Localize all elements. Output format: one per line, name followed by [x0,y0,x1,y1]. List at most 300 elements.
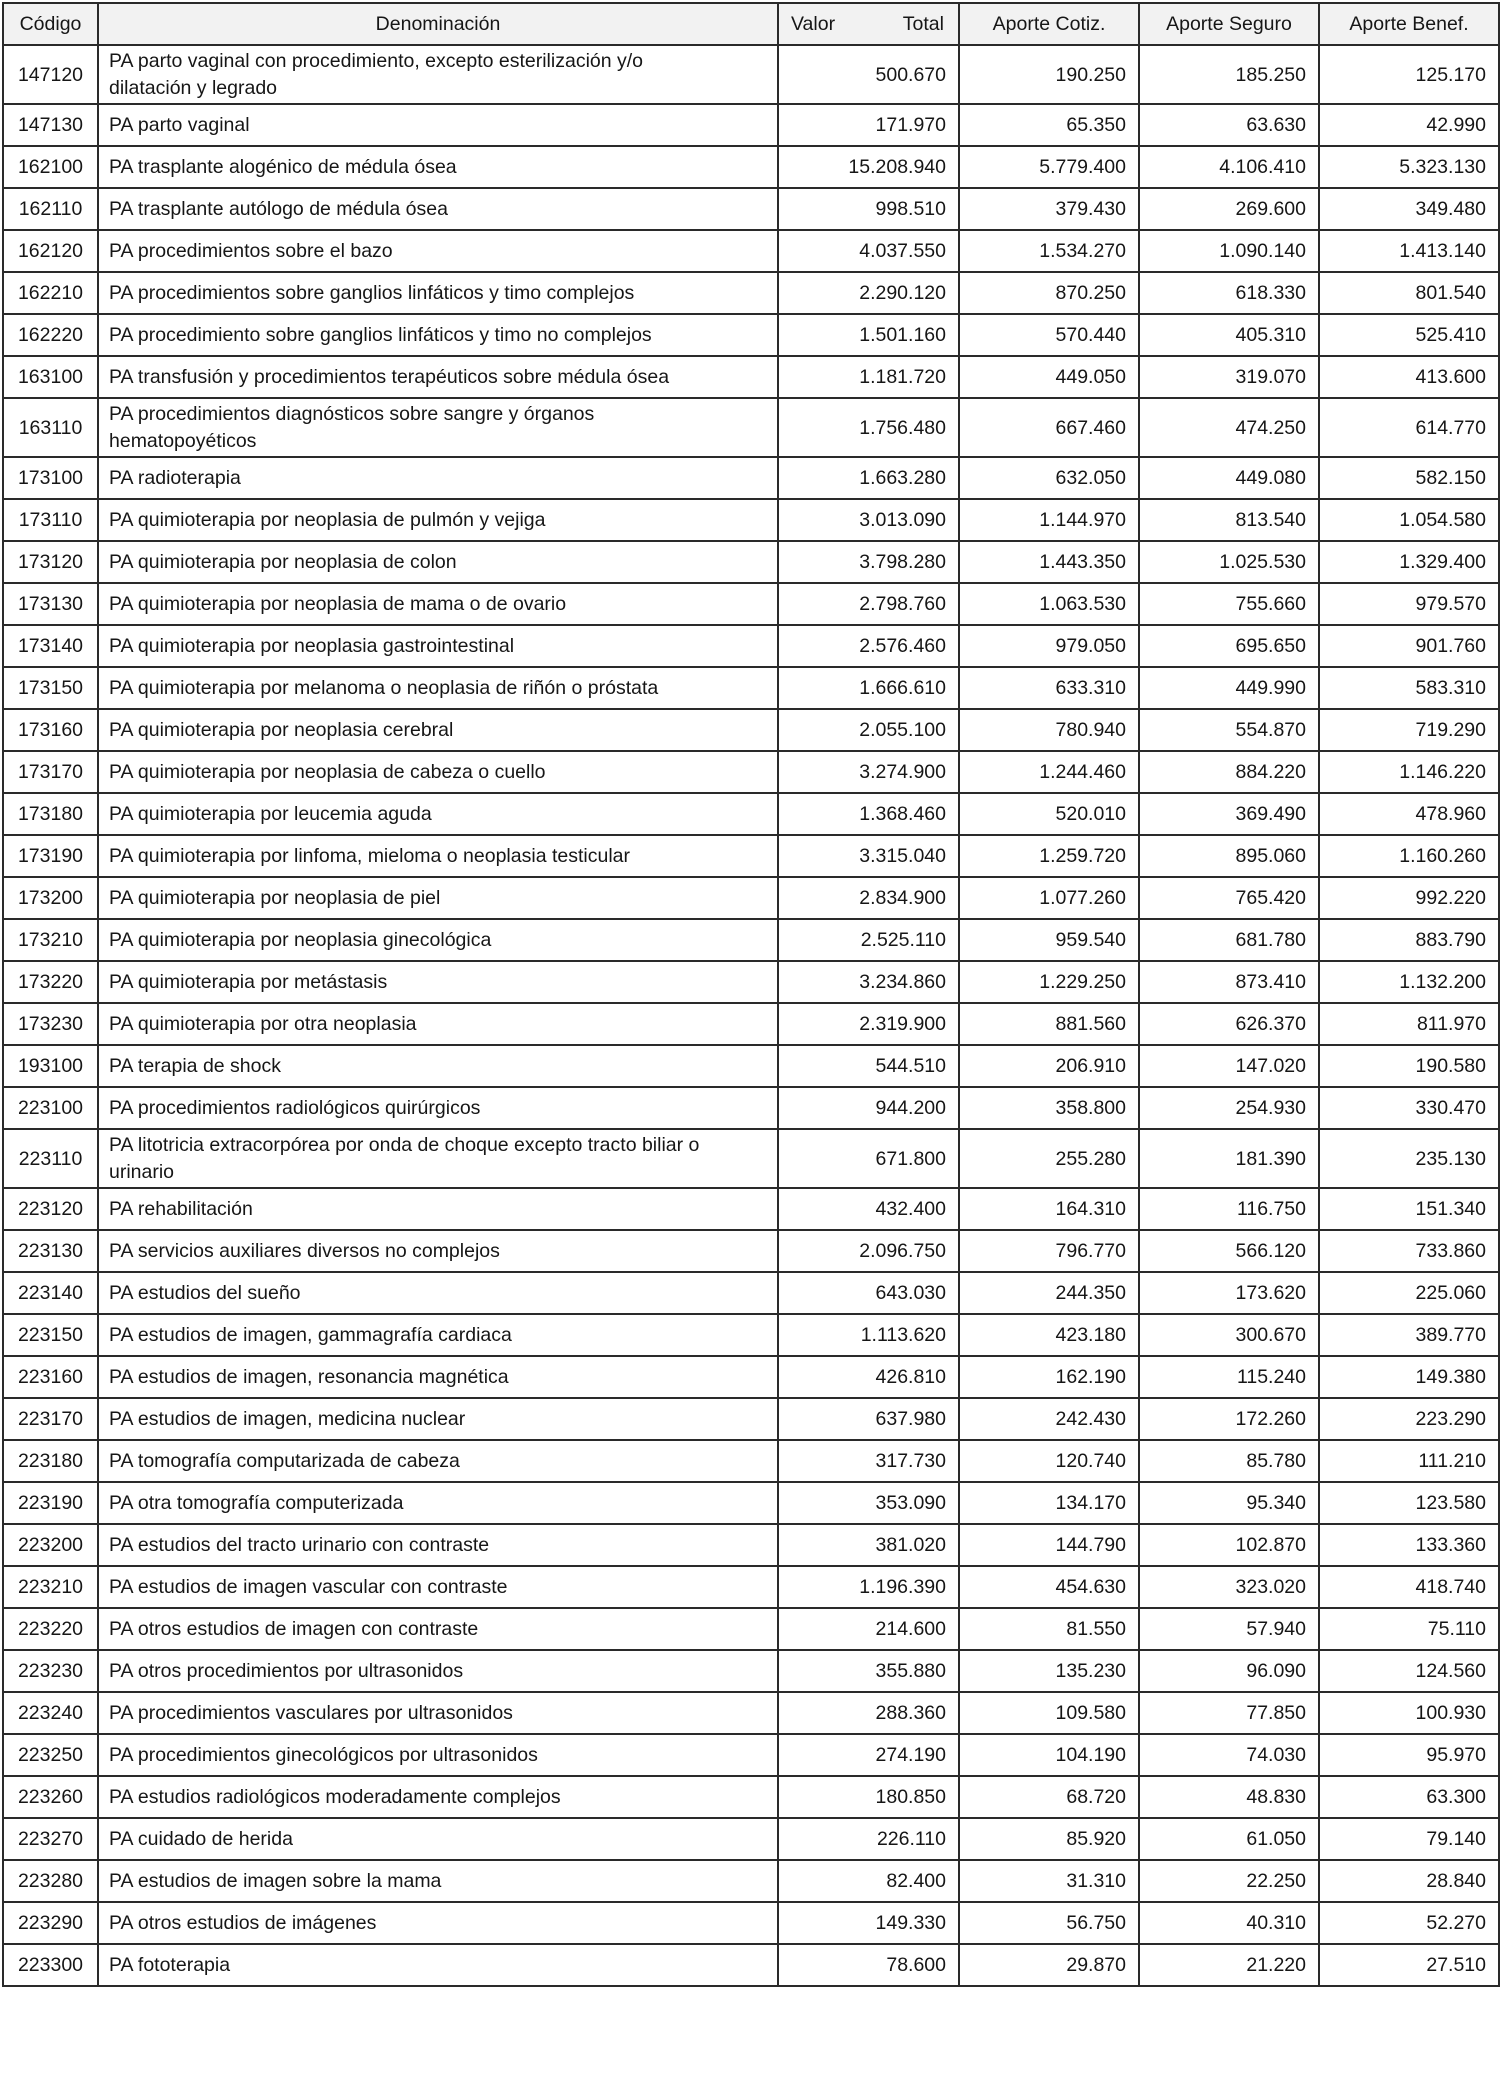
cell-benef: 27.510 [1319,1944,1499,1986]
table-row [3,1398,1499,1440]
table-row [3,356,1499,398]
cell-benef: 811.970 [1319,1003,1499,1045]
cell-name: PA procedimientos sobre el bazo [98,230,778,272]
cell-cotiz: 520.010 [959,793,1139,835]
cell-benef: 75.110 [1319,1608,1499,1650]
cell-benef: 330.470 [1319,1087,1499,1129]
cell-benef: 1.054.580 [1319,499,1499,541]
cell-benef: 149.380 [1319,1356,1499,1398]
table-row [3,45,1499,104]
cell-cotiz: 959.540 [959,919,1139,961]
cell-cotiz: 1.144.970 [959,499,1139,541]
cell-name: PA procedimiento sobre ganglios linfáticos y timo no complejos [98,314,778,356]
cell-total: 426.810 [778,1356,959,1398]
table-row [3,230,1499,272]
table-row [3,919,1499,961]
cell-seguro: 474.250 [1139,398,1319,457]
cell-total: 180.850 [778,1776,959,1818]
cell-code: 223240 [3,1692,98,1734]
cell-benef: 28.840 [1319,1860,1499,1902]
cell-code: 173210 [3,919,98,961]
table-row [3,835,1499,877]
cell-benef: 478.960 [1319,793,1499,835]
table-row [3,1818,1499,1860]
cell-name: PA procedimientos vasculares por ultrasonidos [98,1692,778,1734]
cell-benef: 525.410 [1319,314,1499,356]
cell-name: PA quimioterapia por neoplasia de colon [98,541,778,583]
cell-total: 432.400 [778,1188,959,1230]
cell-benef: 1.132.200 [1319,961,1499,1003]
table-row [3,709,1499,751]
header-total-part1: Valor [791,13,836,35]
cell-benef: 63.300 [1319,1776,1499,1818]
cell-benef: 992.220 [1319,877,1499,919]
table-row [3,751,1499,793]
cell-name: PA quimioterapia por neoplasia de piel [98,877,778,919]
cell-seguro: 147.020 [1139,1045,1319,1087]
cell-total: 671.800 [778,1129,959,1188]
header-row [3,3,1499,45]
cell-seguro: 95.340 [1139,1482,1319,1524]
cell-total: 3.013.090 [778,499,959,541]
cell-total: 1.666.610 [778,667,959,709]
cell-total: 2.055.100 [778,709,959,751]
cell-name: PA estudios radiológicos moderadamente complejos [98,1776,778,1818]
cell-name: PA estudios del sueño [98,1272,778,1314]
cell-code: 173220 [3,961,98,1003]
cell-name: PA quimioterapia por neoplasia de mama o de ovario [98,583,778,625]
cell-seguro: 813.540 [1139,499,1319,541]
cell-name: PA parto vaginal con procedimiento, excepto esterilización y/o dilatación y legrado [98,45,778,104]
cell-name: PA estudios de imagen sobre la mama [98,1860,778,1902]
cell-code: 173180 [3,793,98,835]
cell-seguro: 181.390 [1139,1129,1319,1188]
cell-code: 163100 [3,356,98,398]
cell-code: 223210 [3,1566,98,1608]
cell-seguro: 57.940 [1139,1608,1319,1650]
cell-cotiz: 68.720 [959,1776,1139,1818]
cell-total: 3.274.900 [778,751,959,793]
table-row [3,1314,1499,1356]
cell-benef: 1.413.140 [1319,230,1499,272]
cell-seguro: 323.020 [1139,1566,1319,1608]
table-row [3,877,1499,919]
table-row [3,1524,1499,1566]
table-row [3,457,1499,499]
cell-cotiz: 1.077.260 [959,877,1139,919]
cell-total: 998.510 [778,188,959,230]
header-seguro: Aporte Seguro [1139,3,1319,45]
cell-cotiz: 190.250 [959,45,1139,104]
cell-name: PA estudios de imagen, medicina nuclear [98,1398,778,1440]
cell-seguro: 449.990 [1139,667,1319,709]
cell-total: 3.234.860 [778,961,959,1003]
cell-code: 223190 [3,1482,98,1524]
table-row [3,1230,1499,1272]
cell-code: 223130 [3,1230,98,1272]
cell-cotiz: 120.740 [959,1440,1139,1482]
header-total [778,3,959,45]
table-row [3,1482,1499,1524]
cell-seguro: 884.220 [1139,751,1319,793]
cell-name: PA servicios auxiliares diversos no complejos [98,1230,778,1272]
cell-total: 1.196.390 [778,1566,959,1608]
cell-name: PA otros estudios de imágenes [98,1902,778,1944]
header-name: Denominación [98,3,778,45]
cell-cotiz: 454.630 [959,1566,1139,1608]
cell-code: 162210 [3,272,98,314]
cell-seguro: 554.870 [1139,709,1319,751]
cell-name: PA litotricia extracorpórea por onda de choque excepto tracto biliar o urinario [98,1129,778,1188]
cell-seguro: 48.830 [1139,1776,1319,1818]
cell-benef: 801.540 [1319,272,1499,314]
cell-cotiz: 633.310 [959,667,1139,709]
cell-benef: 133.360 [1319,1524,1499,1566]
cell-name: PA quimioterapia por neoplasia cerebral [98,709,778,751]
cell-name: PA quimioterapia por neoplasia de pulmón y vejiga [98,499,778,541]
table-row [3,1944,1499,1986]
cell-name: PA quimioterapia por neoplasia ginecológica [98,919,778,961]
cell-code: 223260 [3,1776,98,1818]
cell-total: 15.208.940 [778,146,959,188]
cell-code: 173110 [3,499,98,541]
cell-total: 274.190 [778,1734,959,1776]
table-row [3,541,1499,583]
cell-name: PA otros estudios de imagen con contraste [98,1608,778,1650]
cell-cotiz: 104.190 [959,1734,1139,1776]
cell-total: 1.501.160 [778,314,959,356]
cell-cotiz: 31.310 [959,1860,1139,1902]
cell-cotiz: 56.750 [959,1902,1139,1944]
cell-code: 173150 [3,667,98,709]
cell-cotiz: 144.790 [959,1524,1139,1566]
cell-seguro: 102.870 [1139,1524,1319,1566]
cell-code: 223100 [3,1087,98,1129]
cell-total: 2.319.900 [778,1003,959,1045]
cell-cotiz: 570.440 [959,314,1139,356]
cell-cotiz: 162.190 [959,1356,1139,1398]
table-row [3,1650,1499,1692]
cell-total: 2.576.460 [778,625,959,667]
table-row [3,146,1499,188]
cell-seguro: 300.670 [1139,1314,1319,1356]
cell-benef: 52.270 [1319,1902,1499,1944]
cell-seguro: 695.650 [1139,625,1319,667]
cell-cotiz: 1.063.530 [959,583,1139,625]
cell-name: PA procedimientos diagnósticos sobre sangre y órganos hematopoyéticos [98,398,778,457]
table-row [3,1734,1499,1776]
cell-code: 147120 [3,45,98,104]
cell-benef: 413.600 [1319,356,1499,398]
cell-cotiz: 632.050 [959,457,1139,499]
cell-name: PA quimioterapia por neoplasia de cabeza o cuello [98,751,778,793]
cell-total: 2.290.120 [778,272,959,314]
cell-cotiz: 29.870 [959,1944,1139,1986]
cell-total: 1.756.480 [778,398,959,457]
cell-total: 500.670 [778,45,959,104]
cell-benef: 389.770 [1319,1314,1499,1356]
table-row [3,793,1499,835]
cell-seguro: 618.330 [1139,272,1319,314]
cell-benef: 225.060 [1319,1272,1499,1314]
cell-code: 223200 [3,1524,98,1566]
cell-code: 223120 [3,1188,98,1230]
cell-total: 353.090 [778,1482,959,1524]
cell-seguro: 1.025.530 [1139,541,1319,583]
procedures-table [2,2,1500,1987]
table-row [3,1129,1499,1188]
cell-cotiz: 244.350 [959,1272,1139,1314]
cell-seguro: 449.080 [1139,457,1319,499]
cell-name: PA procedimientos sobre ganglios linfáticos y timo complejos [98,272,778,314]
cell-cotiz: 1.259.720 [959,835,1139,877]
cell-cotiz: 667.460 [959,398,1139,457]
table-row [3,583,1499,625]
cell-name: PA quimioterapia por linfoma, mieloma o neoplasia testicular [98,835,778,877]
cell-seguro: 85.780 [1139,1440,1319,1482]
cell-cotiz: 65.350 [959,104,1139,146]
cell-cotiz: 5.779.400 [959,146,1139,188]
table-row [3,961,1499,1003]
table-row [3,1566,1499,1608]
cell-seguro: 22.250 [1139,1860,1319,1902]
cell-benef: 79.140 [1319,1818,1499,1860]
cell-name: PA estudios de imagen, gammagrafía cardiaca [98,1314,778,1356]
cell-benef: 42.990 [1319,104,1499,146]
cell-name: PA estudios de imagen vascular con contraste [98,1566,778,1608]
cell-cotiz: 379.430 [959,188,1139,230]
cell-benef: 151.340 [1319,1188,1499,1230]
cell-benef: 733.860 [1319,1230,1499,1272]
cell-code: 173130 [3,583,98,625]
cell-total: 2.525.110 [778,919,959,961]
cell-seguro: 172.260 [1139,1398,1319,1440]
cell-name: PA transfusión y procedimientos terapéuticos sobre médula ósea [98,356,778,398]
cell-cotiz: 206.910 [959,1045,1139,1087]
table-row [3,1356,1499,1398]
cell-total: 1.663.280 [778,457,959,499]
cell-cotiz: 881.560 [959,1003,1139,1045]
cell-cotiz: 423.180 [959,1314,1139,1356]
cell-code: 223290 [3,1902,98,1944]
cell-name: PA otros procedimientos por ultrasonidos [98,1650,778,1692]
cell-code: 223230 [3,1650,98,1692]
cell-code: 223180 [3,1440,98,1482]
table-row [3,1003,1499,1045]
cell-code: 173230 [3,1003,98,1045]
table-row [3,499,1499,541]
cell-seguro: 116.750 [1139,1188,1319,1230]
cell-total: 171.970 [778,104,959,146]
cell-seguro: 681.780 [1139,919,1319,961]
cell-name: PA terapia de shock [98,1045,778,1087]
cell-seguro: 40.310 [1139,1902,1319,1944]
table-row [3,188,1499,230]
cell-benef: 1.329.400 [1319,541,1499,583]
cell-name: PA quimioterapia por melanoma o neoplasia de riñón o próstata [98,667,778,709]
cell-code: 162120 [3,230,98,272]
cell-name: PA fototerapia [98,1944,778,1986]
table-row [3,1902,1499,1944]
cell-benef: 5.323.130 [1319,146,1499,188]
cell-cotiz: 796.770 [959,1230,1139,1272]
cell-benef: 1.160.260 [1319,835,1499,877]
cell-benef: 223.290 [1319,1398,1499,1440]
header-code: Código [3,3,98,45]
cell-name: PA quimioterapia por metástasis [98,961,778,1003]
cell-total: 1.181.720 [778,356,959,398]
cell-seguro: 319.070 [1139,356,1319,398]
cell-name: PA radioterapia [98,457,778,499]
cell-code: 173200 [3,877,98,919]
cell-name: PA quimioterapia por otra neoplasia [98,1003,778,1045]
cell-code: 223300 [3,1944,98,1986]
cell-benef: 583.310 [1319,667,1499,709]
cell-total: 3.315.040 [778,835,959,877]
cell-seguro: 755.660 [1139,583,1319,625]
cell-cotiz: 870.250 [959,272,1139,314]
cell-seguro: 269.600 [1139,188,1319,230]
cell-cotiz: 109.580 [959,1692,1139,1734]
cell-total: 381.020 [778,1524,959,1566]
cell-seguro: 369.490 [1139,793,1319,835]
cell-code: 193100 [3,1045,98,1087]
cell-code: 147130 [3,104,98,146]
cell-total: 3.798.280 [778,541,959,583]
cell-benef: 582.150 [1319,457,1499,499]
table-row [3,1860,1499,1902]
cell-total: 317.730 [778,1440,959,1482]
cell-name: PA procedimientos ginecológicos por ultrasonidos [98,1734,778,1776]
cell-benef: 901.760 [1319,625,1499,667]
table-header [3,3,1499,45]
cell-name: PA parto vaginal [98,104,778,146]
cell-benef: 125.170 [1319,45,1499,104]
cell-code: 223110 [3,1129,98,1188]
cell-code: 173170 [3,751,98,793]
table-row [3,1692,1499,1734]
cell-code: 223220 [3,1608,98,1650]
cell-name: PA trasplante alogénico de médula ósea [98,146,778,188]
cell-seguro: 185.250 [1139,45,1319,104]
cell-code: 223280 [3,1860,98,1902]
table-body [3,45,1499,1986]
header-benef: Aporte Benef. [1319,3,1499,45]
cell-seguro: 115.240 [1139,1356,1319,1398]
table-row [3,398,1499,457]
cell-name: PA rehabilitación [98,1188,778,1230]
cell-total: 2.096.750 [778,1230,959,1272]
table-row [3,314,1499,356]
cell-seguro: 1.090.140 [1139,230,1319,272]
cell-code: 223160 [3,1356,98,1398]
cell-cotiz: 134.170 [959,1482,1139,1524]
cell-seguro: 63.630 [1139,104,1319,146]
cell-seguro: 405.310 [1139,314,1319,356]
cell-cotiz: 81.550 [959,1608,1139,1650]
cell-seguro: 895.060 [1139,835,1319,877]
cell-total: 544.510 [778,1045,959,1087]
table-row [3,625,1499,667]
cell-total: 944.200 [778,1087,959,1129]
cell-benef: 95.970 [1319,1734,1499,1776]
cell-benef: 719.290 [1319,709,1499,751]
cell-code: 162220 [3,314,98,356]
cell-seguro: 96.090 [1139,1650,1319,1692]
cell-benef: 123.580 [1319,1482,1499,1524]
cell-benef: 100.930 [1319,1692,1499,1734]
table-row [3,667,1499,709]
cell-cotiz: 780.940 [959,709,1139,751]
cell-benef: 190.580 [1319,1045,1499,1087]
cell-name: PA otra tomografía computerizada [98,1482,778,1524]
cell-cotiz: 449.050 [959,356,1139,398]
cell-seguro: 74.030 [1139,1734,1319,1776]
cell-cotiz: 1.534.270 [959,230,1139,272]
cell-name: PA trasplante autólogo de médula ósea [98,188,778,230]
cell-code: 223250 [3,1734,98,1776]
header-cotiz: Aporte Cotiz. [959,3,1139,45]
cell-code: 162100 [3,146,98,188]
cell-benef: 349.480 [1319,188,1499,230]
cell-total: 2.798.760 [778,583,959,625]
table-row [3,1776,1499,1818]
cell-seguro: 765.420 [1139,877,1319,919]
cell-code: 163110 [3,398,98,457]
cell-cotiz: 358.800 [959,1087,1139,1129]
cell-name: PA estudios del tracto urinario con contraste [98,1524,778,1566]
cell-cotiz: 164.310 [959,1188,1139,1230]
cell-total: 1.368.460 [778,793,959,835]
cell-code: 223270 [3,1818,98,1860]
cell-code: 223140 [3,1272,98,1314]
cell-name: PA cuidado de herida [98,1818,778,1860]
cell-benef: 418.740 [1319,1566,1499,1608]
cell-seguro: 566.120 [1139,1230,1319,1272]
cell-seguro: 254.930 [1139,1087,1319,1129]
cell-cotiz: 1.244.460 [959,751,1139,793]
cell-benef: 235.130 [1319,1129,1499,1188]
cell-name: PA estudios de imagen, resonancia magnética [98,1356,778,1398]
table-row [3,1272,1499,1314]
cell-code: 223150 [3,1314,98,1356]
cell-benef: 614.770 [1319,398,1499,457]
cell-cotiz: 1.229.250 [959,961,1139,1003]
cell-cotiz: 135.230 [959,1650,1139,1692]
table-row [3,1045,1499,1087]
table-row [3,1608,1499,1650]
cell-code: 173120 [3,541,98,583]
cell-total: 78.600 [778,1944,959,1986]
cell-code: 223170 [3,1398,98,1440]
table-row [3,104,1499,146]
cell-total: 288.360 [778,1692,959,1734]
table-row [3,1087,1499,1129]
cell-seguro: 61.050 [1139,1818,1319,1860]
cell-total: 226.110 [778,1818,959,1860]
cell-name: PA quimioterapia por leucemia aguda [98,793,778,835]
cell-name: PA procedimientos radiológicos quirúrgicos [98,1087,778,1129]
cell-cotiz: 979.050 [959,625,1139,667]
cell-total: 637.980 [778,1398,959,1440]
cell-total: 149.330 [778,1902,959,1944]
cell-total: 643.030 [778,1272,959,1314]
table-row [3,1440,1499,1482]
table-row [3,272,1499,314]
cell-name: PA tomografía computarizada de cabeza [98,1440,778,1482]
cell-code: 173160 [3,709,98,751]
cell-total: 355.880 [778,1650,959,1692]
